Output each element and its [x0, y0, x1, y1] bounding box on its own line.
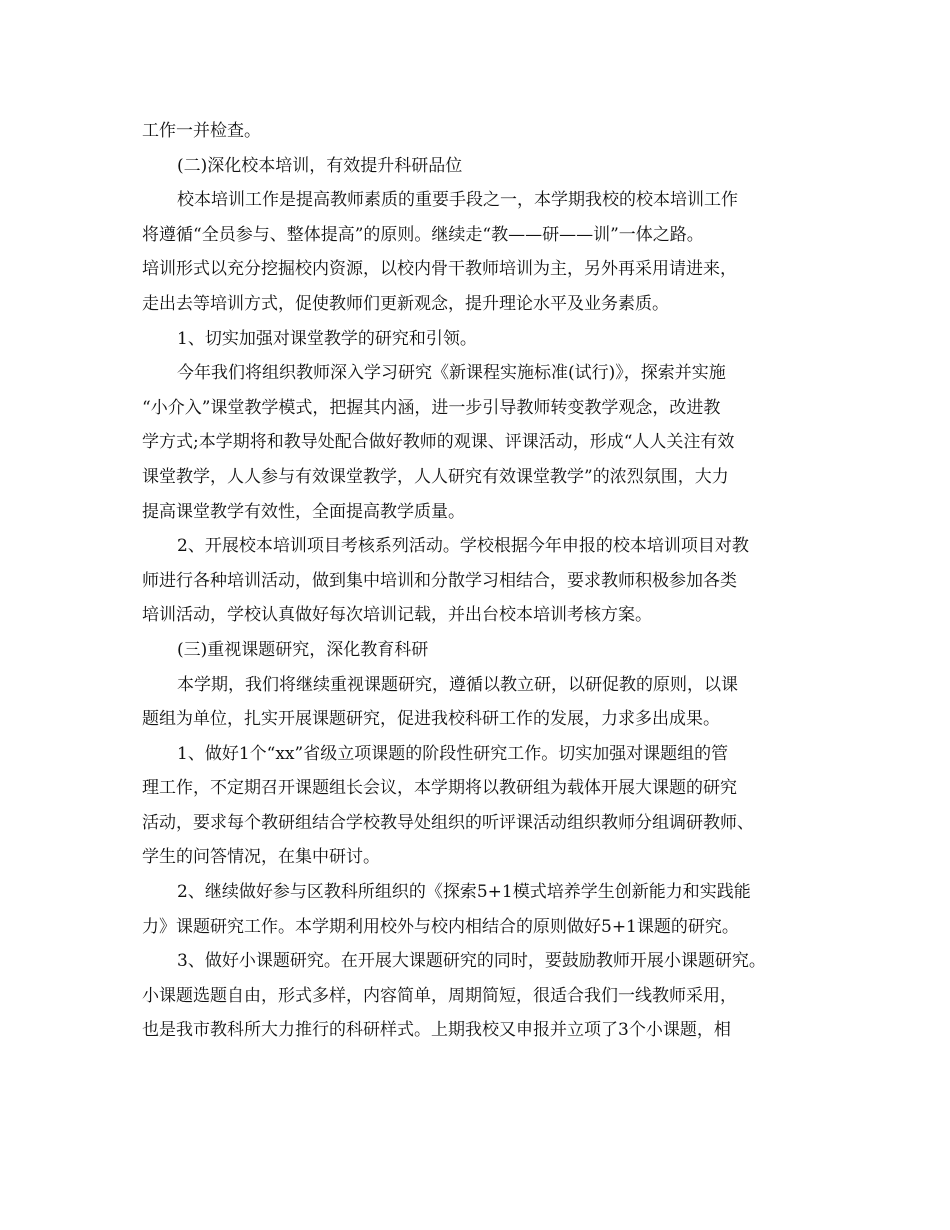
text-line: 也是我市教科所大力推行的科研样式。上期我校又申报并立项了3个小课题，相 — [142, 1020, 731, 1041]
text-line: 理工作，不定期召开课题组长会议，本学期将以教研组为载体开展大课题的研究 — [142, 778, 737, 799]
text-line: “小介入”课堂教学模式，把握其内涵，进一步引导教师转变教学观念，改进教 — [142, 397, 721, 418]
text-line: 小课题选题自由，形式多样，内容简单，周期简短，很适合我们一线教师采用， — [142, 985, 737, 1006]
text-line: 培训活动，学校认真做好每次培训记载，并出台校本培训考核方案。 — [142, 605, 652, 626]
text-line: 3、做好小课题研究。在开展大课题研究的同时，要鼓励教师开展小课题研究。 — [177, 951, 766, 972]
text-line: (三)重视课题研究，深化教育科研 — [177, 639, 429, 660]
document-body — [142, 114, 810, 1048]
text-line: 今年我们将组织教师深入学习研究《新课程实施标准(试行)》，探索并实施 — [177, 363, 726, 384]
text-line: 课堂教学，人人参与有效课堂教学，人人研究有效课堂教学”的浓烈氛围，大力 — [142, 466, 729, 487]
text-line: (二)深化校本培训，有效提升科研品位 — [177, 155, 463, 176]
text-line: 师进行各种培训活动，做到集中培训和分散学习相结合，要求教师积极参加各类 — [142, 570, 737, 591]
text-line: 工作一并检查。 — [142, 121, 261, 141]
text-line: 学生的问答情况，在集中研讨。 — [142, 847, 380, 868]
text-line: 2、继续做好参与区教科所组织的《探索5+1模式培养学生创新能力和实践能 — [177, 882, 751, 903]
text-line: 培训形式以充分挖掘校内资源，以校内骨干教师培训为主，另外再采用请进来， — [142, 259, 737, 280]
text-line: 1、做好1个“xx”省级立项课题的阶段性研究工作。切实加强对课题组的管 — [177, 743, 729, 764]
text-line: 提高课堂教学有效性，全面提高教学质量。 — [142, 501, 465, 522]
text-line: 走出去等培训方式，促使教师们更新观念，提升理论水平及业务素质。 — [142, 293, 669, 314]
text-line: 题组为单位，扎实开展课题研究，促进我校科研工作的发展，力求多出成果。 — [142, 709, 720, 730]
text-line: 将遵循“全员参与、整体提高”的原则。继续走“教——研——训”一体之路。 — [142, 224, 704, 245]
text-line: 2、开展校本培训项目考核系列活动。学校根据今年申报的校本培训项目对教 — [177, 536, 749, 557]
text-line: 1、切实加强对课堂教学的研究和引领。 — [177, 328, 477, 349]
text-line: 校本培训工作是提高教师素质的重要手段之一，本学期我校的校本培训工作 — [177, 190, 738, 211]
text-line: 学方式;本学期将和教导处配合做好教师的观课、评课活动，形成“人人关注有效 — [142, 432, 735, 453]
text-line: 本学期，我们将继续重视课题研究，遵循以教立研，以研促教的原则，以课 — [177, 674, 738, 695]
text-line: 力》课题研究工作。本学期利用校外与校内相结合的原则做好5+1课题的研究。 — [142, 916, 739, 937]
text-line: 活动，要求每个教研组结合学校教导处组织的听评课活动组织教师分组调研教师、 — [142, 812, 754, 833]
